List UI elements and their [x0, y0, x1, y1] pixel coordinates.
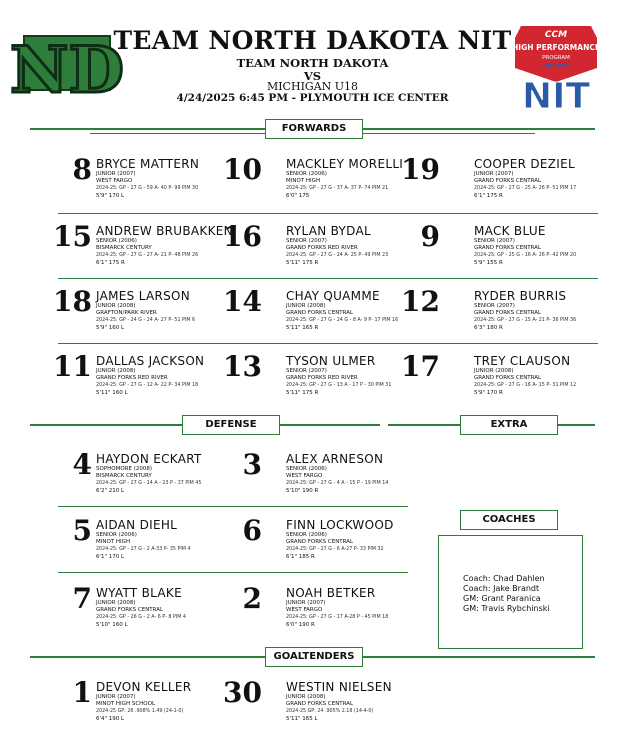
player-name: FINN LOCKWOOD: [286, 518, 394, 532]
player-school: GRAND FORKS CENTRAL: [474, 375, 542, 381]
row-divider: [58, 506, 408, 507]
ccm-text: CCM: [544, 30, 568, 40]
player-card: [286, 354, 391, 397]
jersey-number: 17: [401, 350, 440, 383]
player-year: JUNIOR (2007): [474, 171, 514, 177]
coaches-header: COACHES: [460, 510, 558, 530]
player-stats: 2024-25: GP - 25 G - 16 A- 26 P- 42 PIM 20: [474, 253, 577, 258]
player-height-weight: 6'3" 180 R: [474, 325, 503, 331]
player-height-weight: 5'10" 190 R: [286, 488, 319, 494]
player-year: JUNIOR (2007): [96, 171, 136, 177]
player-school: GRAFTON/PARK RIVER: [96, 310, 157, 316]
player-year: SOPHOMORE (2008): [96, 466, 153, 472]
player-name: TYSON ULMER: [286, 354, 376, 368]
player-height-weight: 5'11" 175 R: [286, 260, 319, 266]
player-year: JUNIOR (2008): [286, 694, 326, 700]
row-divider: [58, 572, 408, 573]
jersey-number: 16: [223, 220, 262, 253]
player-stats: 2024-25: GP - 27 G - 16 A- 15 P- 31 PIM 12: [474, 383, 577, 388]
nd-logo-text: ND: [10, 33, 124, 108]
player-name: ALEX ARNESON: [286, 452, 384, 466]
player-name: AIDAN DIEHL: [96, 518, 178, 532]
player-name: BRYCE MATTERN: [96, 157, 200, 171]
player-stats: 2024-25 GP: 24 .905% 2.18 (14-4-0): [286, 709, 374, 714]
player-height-weight: 6'0" 190 R: [286, 622, 315, 628]
player-year: JUNIOR (2008): [286, 303, 326, 309]
player-card: [474, 157, 576, 200]
player-card: [96, 518, 191, 561]
player-card: [286, 586, 388, 629]
player-year: SENIOR (2007): [286, 238, 327, 244]
versus-label: VS: [303, 69, 322, 83]
jersey-number: 9: [420, 220, 440, 253]
coaches-box: [438, 535, 583, 649]
player-card: [474, 224, 576, 267]
player-height-weight: 5'11" 175 R: [286, 390, 319, 396]
player-height-weight: 5'10" 160 L: [96, 622, 128, 628]
player-year: SENIOR (2007): [474, 303, 515, 309]
player-school: WEST FARGO: [96, 178, 133, 184]
player-card: [96, 452, 202, 495]
player-name: TREY CLAUSON: [474, 354, 571, 368]
jersey-number: 30: [223, 676, 262, 709]
home-team: TEAM NORTH DAKOTA: [236, 56, 389, 70]
defense-header: DEFENSE: [182, 415, 280, 435]
player-school: GRAND FORKS RED RIVER: [286, 245, 358, 251]
player-height-weight: 5'11" 165 L: [286, 716, 318, 722]
jersey-number: 5: [72, 514, 92, 547]
player-school: BISMARCK CENTURY: [96, 245, 152, 251]
player-year: SENIOR (2006): [96, 238, 137, 244]
player-height-weight: 6'1" 185 R: [286, 554, 315, 560]
player-school: GRAND FORKS CENTRAL: [96, 607, 164, 613]
player-card: [286, 452, 388, 495]
player-year: SENIOR (2006): [96, 532, 137, 538]
player-card: [474, 289, 576, 332]
hockey-text: HOCKEY: [542, 63, 570, 70]
player-name: DEVON KELLER: [96, 680, 192, 694]
player-stats: 2024-25: GP - 27 G - 37 A- 37 P- 74 PIM 21: [286, 186, 389, 191]
coach-line: Coach: Chad Dahlen: [463, 574, 545, 583]
player-height-weight: 5'9" 160 L: [96, 325, 125, 331]
player-stats: 2024-25: GP - 27 G - 27 A- 21 P- 48 PIM 26: [96, 253, 199, 258]
player-card: [96, 680, 191, 723]
jersey-number: 13: [223, 350, 262, 383]
nit-logo: [512, 24, 600, 117]
player-school: MINOT HIGH SCHOOL: [96, 701, 156, 707]
row-divider: [58, 343, 598, 344]
player-height-weight: 6'0" 175: [286, 193, 310, 199]
jersey-number: 8: [72, 153, 92, 186]
program-text: PROGRAM: [542, 55, 570, 61]
player-height-weight: 5'11" 160 L: [96, 390, 128, 396]
player-school: GRAND FORKS CENTRAL: [474, 310, 542, 316]
player-height-weight: 6'1" 170 L: [96, 554, 125, 560]
player-card: [286, 680, 392, 723]
hp-text: HIGH PERFORMANCE: [512, 43, 600, 52]
player-year: SENIOR (2007): [286, 368, 327, 374]
player-height-weight: 5'11" 165 R: [286, 325, 319, 331]
player-name: WESTIN NIELSEN: [286, 680, 392, 694]
row-divider: [58, 278, 598, 279]
player-school: GRAND FORKS CENTRAL: [474, 245, 542, 251]
player-name: JAMES LARSON: [96, 289, 191, 303]
player-height-weight: 6'4" 190 L: [96, 716, 125, 722]
player-height-weight: 6'2" 210 L: [96, 488, 125, 494]
jersey-number: 1: [72, 676, 92, 709]
jersey-number: 7: [72, 582, 92, 615]
player-year: JUNIOR (2008): [96, 368, 136, 374]
player-stats: 2024-25: GP - 27 G - 59 A- 40 P- 99 PIM 30: [96, 186, 199, 191]
player-stats: 2024-25: GP - 27 G - 24 A- 25 P- 49 PIM 23: [286, 253, 389, 258]
nit-text: NIT: [521, 76, 591, 117]
player-height-weight: 5'9" 170 R: [474, 390, 503, 396]
game-details: 4/24/2025 6:45 PM - PLYMOUTH ICE CENTER: [176, 92, 449, 104]
player-card: [96, 289, 195, 332]
player-stats: 2024-25: GP - 24 G - 24 A- 27 P- 51 PIM 6: [96, 318, 196, 323]
jersey-number: 18: [53, 285, 92, 318]
coach-line: Coach: Jake Brandt: [463, 584, 540, 593]
player-school: MINOT HIGH: [96, 539, 131, 545]
player-name: RYDER BURRIS: [474, 289, 567, 303]
player-stats: 2024-25: GP - 27 G - 12 A- 22 P- 34 PIM 18: [96, 383, 199, 388]
player-stats: 2024-25 GP: 26 .908% 1.49 (24-1-0): [96, 709, 184, 714]
player-year: JUNIOR (2007): [286, 600, 326, 606]
player-year: JUNIOR (2007): [96, 694, 136, 700]
player-year: JUNIOR (2008): [96, 303, 136, 309]
player-height-weight: 6'1" 175 R: [474, 193, 503, 199]
player-card: [96, 586, 186, 629]
player-year: JUNIOR (2008): [96, 600, 136, 606]
jersey-number: 15: [53, 220, 92, 253]
player-school: GRAND FORKS CENTRAL: [286, 701, 354, 707]
player-card: [286, 518, 394, 561]
player-year: JUNIOR (2008): [474, 368, 514, 374]
player-school: GRAND FORKS CENTRAL: [286, 539, 354, 545]
player-name: ANDREW BRUBAKKEN: [96, 224, 233, 238]
player-stats: 2024-25: GP - 27 G - 15 A- 21 P- 36 PIM 36: [474, 318, 577, 323]
player-name: HAYDON ECKART: [96, 452, 202, 466]
opponent-team: MICHIGAN U18: [266, 80, 359, 93]
player-card: [96, 354, 204, 397]
player-school: MINOT HIGH: [286, 178, 321, 184]
player-stats: 2024-25: GP - 27 G - 14 A - 23 P - 37 PIM 45: [96, 481, 202, 486]
player-year: SENIOR (2007): [474, 238, 515, 244]
player-school: BISMARCK CENTURY: [96, 473, 152, 479]
player-school: WEST FARGO: [286, 473, 323, 479]
goaltenders-header: GOALTENDERS: [265, 647, 363, 667]
player-school: GRAND FORKS RED RIVER: [286, 375, 358, 381]
jersey-number: 14: [223, 285, 262, 318]
coach-line: GM: Travis Rybchinski: [463, 604, 550, 613]
player-school: GRAND FORKS CENTRAL: [286, 310, 354, 316]
coach-line: GM: Grant Paranica: [463, 594, 541, 603]
player-name: MACK BLUE: [474, 224, 546, 238]
player-card: [96, 157, 199, 200]
player-year: SENIOR (2006): [286, 171, 327, 177]
player-stats: 2024-25: GP - 27 G - 13 A - 17 P - 30 PIM 31: [286, 383, 392, 388]
player-stats: 2024-25: GP - 27 G - 17 A-28 P - 45 PIM 18: [286, 615, 389, 620]
player-stats: 2024-25: GP - 27 G - 2 A-33 P- 35 PIM 4: [96, 547, 191, 552]
player-card: [286, 224, 388, 267]
player-school: WEST FARGO: [286, 607, 323, 613]
player-name: DALLAS JACKSON: [96, 354, 205, 368]
player-name: NOAH BETKER: [286, 586, 376, 600]
jersey-number: 12: [401, 285, 440, 318]
player-name: MACKLEY MORELLI: [286, 157, 404, 171]
player-stats: 2024-25: GP - 27 G - 6 A-27 P- 33 PIM 32: [286, 547, 384, 552]
player-school: GRAND FORKS RED RIVER: [96, 375, 168, 381]
player-name: RYLAN BYDAL: [286, 224, 371, 238]
player-stats: 2024-25: GP - 27 G - 24 G - 8 A- 9 P- 17 PIM 16: [286, 318, 399, 323]
player-school: GRAND FORKS CENTRAL: [474, 178, 542, 184]
player-height-weight: 5'9" 155 R: [474, 260, 503, 266]
jersey-number: 19: [401, 153, 440, 186]
player-stats: 2024-25: GP - 27 G - 25 A- 26 P- 51 PIM 17: [474, 186, 577, 191]
page-title: TEAM NORTH DAKOTA NIT: [113, 26, 512, 55]
extra-header: EXTRA: [460, 415, 558, 435]
player-stats: 2024-25: GP - 27 G - 4 A - 15 P - 19 PIM 14: [286, 481, 389, 486]
player-height-weight: 6'1" 175 R: [96, 260, 125, 266]
player-stats: 2024-25: GP - 26 G - 2 A- 6 P- 8 PIM 4: [96, 615, 186, 620]
jersey-number: 2: [242, 582, 262, 615]
row-divider: [58, 213, 598, 214]
player-card: [474, 354, 576, 397]
jersey-number: 4: [72, 448, 92, 481]
player-year: SENIOR (2006): [286, 466, 327, 472]
player-name: WYATT BLAKE: [96, 586, 182, 600]
player-year: SENIOR (2006): [286, 532, 327, 538]
forwards-header: FORWARDS: [265, 119, 363, 139]
jersey-number: 3: [242, 448, 262, 481]
player-name: COOPER DEZIEL: [474, 157, 575, 171]
player-height-weight: 5'9" 170 L: [96, 193, 125, 199]
jersey-number: 10: [223, 153, 262, 186]
player-name: CHAY QUAMME: [286, 289, 380, 303]
jersey-number: 6: [242, 514, 262, 547]
jersey-number: 11: [53, 350, 92, 383]
